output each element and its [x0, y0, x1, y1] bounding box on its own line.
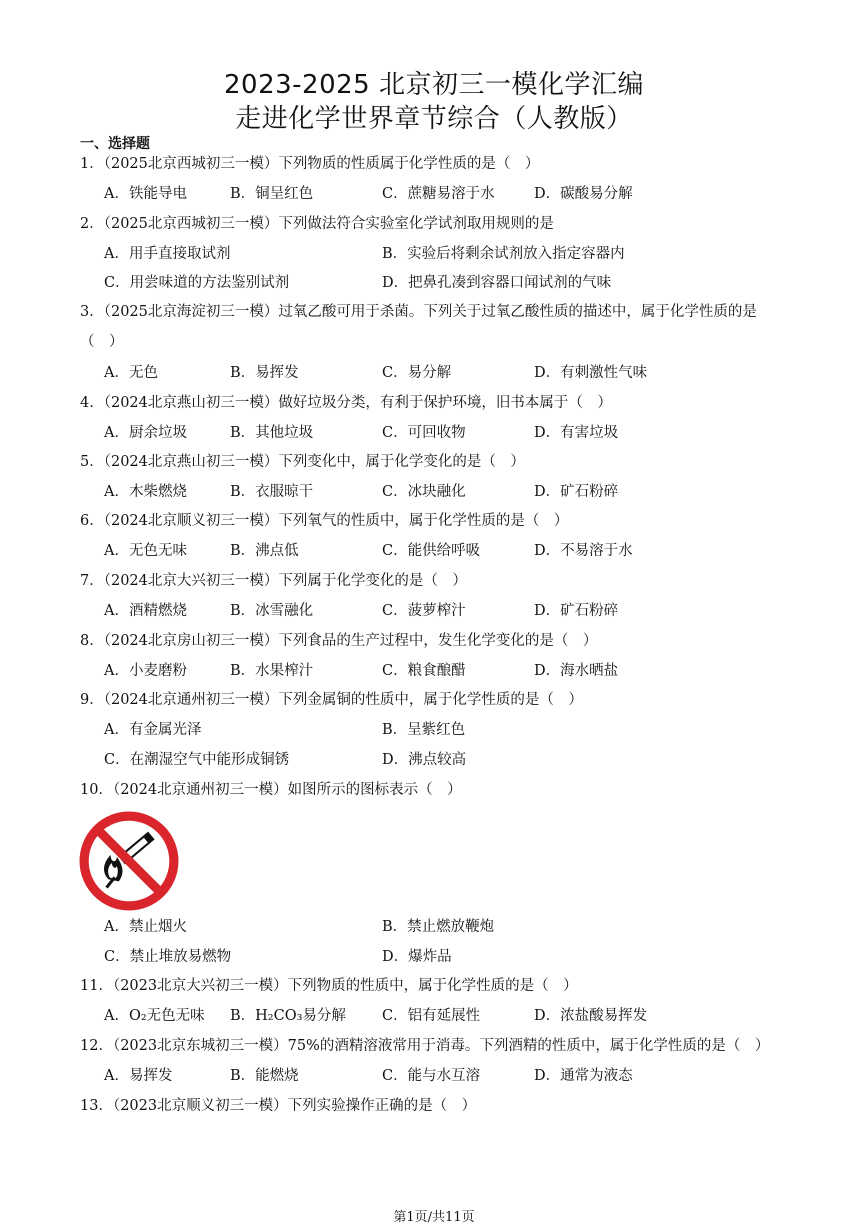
- option-c: C．禁止堆放易燃物: [104, 949, 232, 965]
- option-d: D．碳酸易分解: [534, 186, 633, 202]
- option-b: B．衣服晾干: [230, 484, 314, 500]
- option-c: C．冰块融化: [382, 484, 466, 500]
- option-a: A．铁能导电: [104, 186, 187, 202]
- option-b: B．能燃烧: [230, 1068, 299, 1084]
- option-d: D．爆炸品: [382, 949, 452, 965]
- option-a: A．O₂无色无味: [104, 1008, 205, 1024]
- option-d: D．有害垃圾: [534, 425, 619, 441]
- option-d: D．沸点较高: [382, 752, 467, 768]
- option-c: C．铝有延展性: [382, 1008, 481, 1024]
- option-b: B．水果榨汁: [230, 663, 314, 679]
- option-d: D．海水晒盐: [534, 663, 619, 679]
- section-heading: 一、选择题: [80, 136, 150, 152]
- question-5: 5．（2024北京燕山初三一模）下列变化中，属于化学变化的是（ ）: [80, 454, 525, 470]
- question-1: 1．（2025北京西城初三一模）下列物质的性质属于化学性质的是（ ）: [80, 156, 540, 172]
- option-a: A．酒精燃烧: [104, 603, 187, 619]
- option-a: A．小麦磨粉: [104, 663, 187, 679]
- option-b: B．铜呈红色: [230, 186, 314, 202]
- option-c: C．粮食酿醋: [382, 663, 466, 679]
- option-d: D．把鼻孔凑到容器口闻试剂的气味: [382, 275, 612, 291]
- question-12: 12．（2023北京东城初三一模）75%的酒精溶液常用于消毒。下列酒精的性质中，属于化学性质的是（ ）: [80, 1038, 770, 1054]
- option-d: D．浓盐酸易挥发: [534, 1008, 648, 1024]
- question-6: 6．（2024北京顺义初三一模）下列氧气的性质中，属于化学性质的是（ ）: [80, 513, 569, 529]
- option-d: D．有刺激性气味: [534, 365, 648, 381]
- option-b: B．其他垃圾: [230, 425, 314, 441]
- option-d: D．矿石粉碎: [534, 484, 619, 500]
- question-2: 2．（2025北京西城初三一模）下列做法符合实验室化学试剂取用规则的是: [80, 216, 554, 232]
- option-c: C．用尝味道的方法鉴别试剂: [104, 275, 290, 291]
- question-4: 4．（2024北京燕山初三一模）做好垃圾分类，有利于保护环境，旧书本属于（ ）: [80, 395, 612, 411]
- option-b: B．H₂CO₃易分解: [230, 1008, 346, 1024]
- option-d: D．通常为液态: [534, 1068, 633, 1084]
- question-10: 10．（2024北京通州初三一模）如图所示的图标表示（ ）: [80, 782, 462, 798]
- question-9: 9．（2024北京通州初三一模）下列金属铜的性质中，属于化学性质的是（ ）: [80, 692, 583, 708]
- option-a: A．禁止烟火: [104, 919, 187, 935]
- question-7: 7．（2024北京大兴初三一模）下列属于化学变化的是（ ）: [80, 573, 467, 589]
- question-3: 3．（2025北京海淀初三一模）过氧乙酸可用于杀菌。下列关于过氧乙酸性质的描述中，属于化学性质的是（ ）: [80, 304, 757, 350]
- document-title: 2023-2025 北京初三一模化学汇编: [224, 70, 644, 100]
- document-subtitle: 走进化学世界章节综合（人教版）: [235, 104, 633, 134]
- option-c: C．在潮湿空气中能形成铜锈: [104, 752, 290, 768]
- option-a: A．无色无味: [104, 543, 187, 559]
- option-a: A．用手直接取试剂: [104, 246, 231, 262]
- page-number: 第1页/共11页: [393, 1210, 475, 1225]
- option-b: B．易挥发: [230, 365, 299, 381]
- option-b: B．禁止燃放鞭炮: [382, 919, 495, 935]
- option-a: A．木柴燃烧: [104, 484, 187, 500]
- no-smoking-no-fire-icon: [78, 810, 180, 912]
- option-b: B．沸点低: [230, 543, 299, 559]
- option-c: C．易分解: [382, 365, 452, 381]
- option-a: A．有金属光泽: [104, 722, 202, 738]
- option-c: C．能与水互溶: [382, 1068, 481, 1084]
- option-d: D．矿石粉碎: [534, 603, 619, 619]
- option-d: D．不易溶于水: [534, 543, 633, 559]
- option-c: C．能供给呼吸: [382, 543, 481, 559]
- option-a: A．易挥发: [104, 1068, 173, 1084]
- option-c: C．菠萝榨汁: [382, 603, 466, 619]
- option-b: B．实验后将剩余试剂放入指定容器内: [382, 246, 625, 262]
- question-13: 13．（2023北京顺义初三一模）下列实验操作正确的是（ ）: [80, 1098, 477, 1114]
- option-a: A．无色: [104, 365, 158, 381]
- option-a: A．厨余垃圾: [104, 425, 187, 441]
- question-8: 8．（2024北京房山初三一模）下列食品的生产过程中，发生化学变化的是（ ）: [80, 633, 598, 649]
- option-c: C．蔗糖易溶于水: [382, 186, 495, 202]
- question-11: 11．（2023北京大兴初三一模）下列物质的性质中，属于化学性质的是（ ）: [80, 978, 578, 994]
- option-c: C．可回收物: [382, 425, 466, 441]
- option-b: B．冰雪融化: [230, 603, 314, 619]
- option-b: B．呈紫红色: [382, 722, 466, 738]
